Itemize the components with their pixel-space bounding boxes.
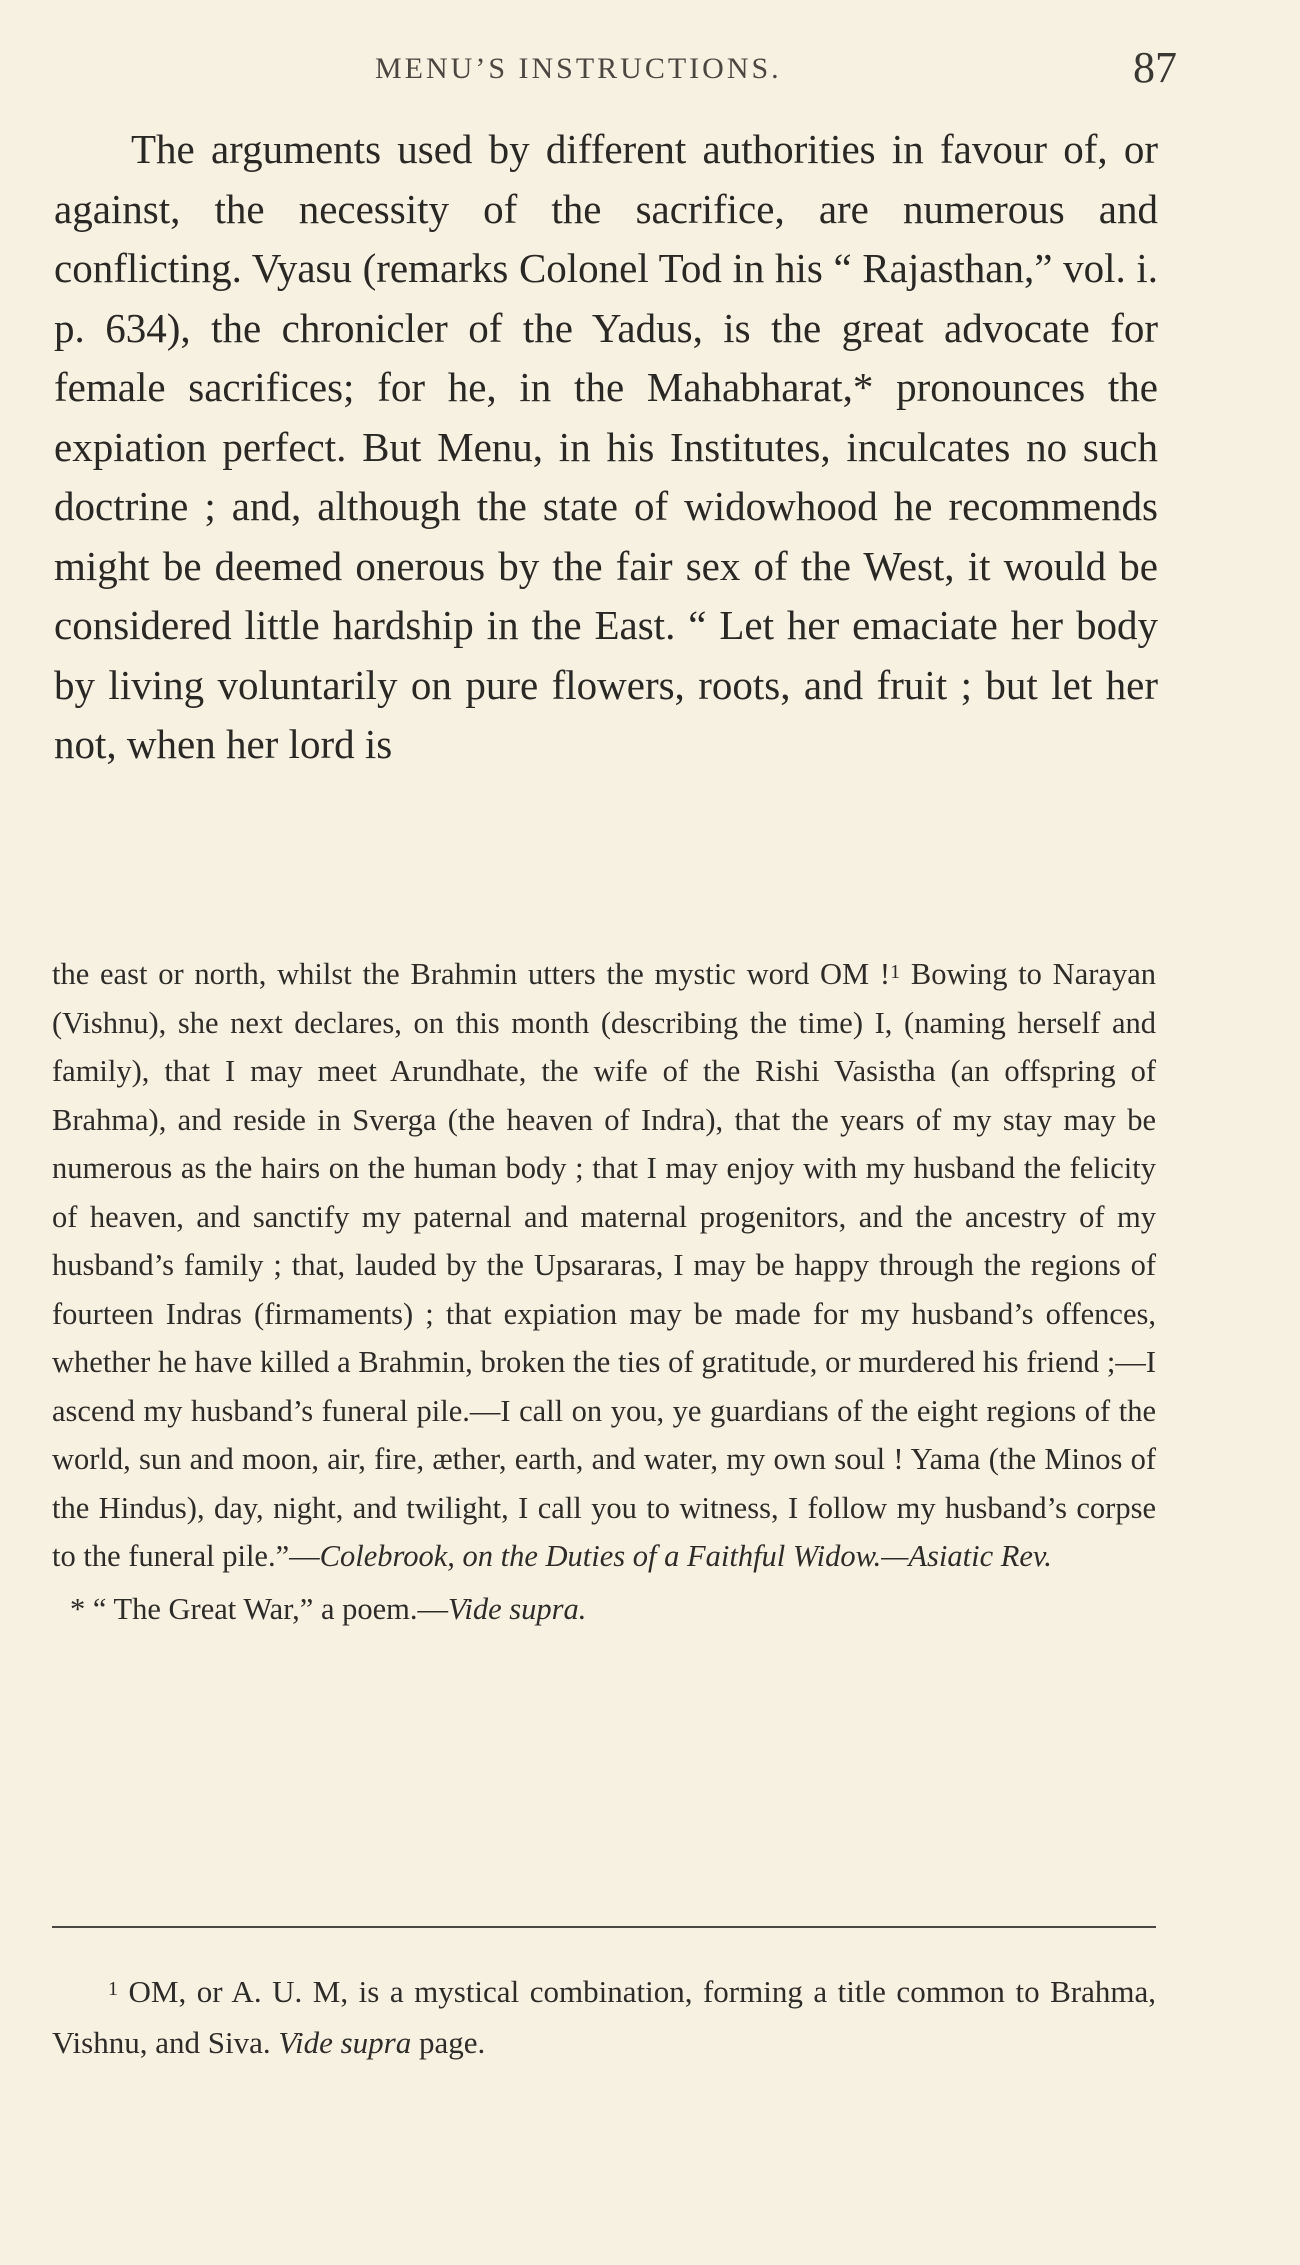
footnote-citation: Vide supra: [278, 2025, 412, 2060]
footnote-text-end: page.: [411, 2025, 486, 2060]
star-note-text: * “ The Great War,” a poem.—: [70, 1591, 448, 1626]
footnote-paragraph: [52, 1966, 1156, 2068]
note-text-after-ref: Bowing to Narayan (Vishnu), she next declares, on this month (describing the time) I, (naming herself and family), that I may meet Arundhate, the wife of the Rishi Vasistha (an offspring of Brahma), and reside in Sverga (the heaven of Indra), that the years of my stay may be numerous as the hairs on the human body ; that I may enjoy with my husband the felicity of heaven, and sanctify my paternal and maternal progenitors, and the ancestry of my husband’s family ; that, lauded by the Upsararas, I may be happy through the regions of fourteen Indras (firmaments) ; that expiation may be made for my husband’s offences, whether he have killed a Brahmin, broken the ties of gratitude, or murdered his friend ;—I ascend my husband’s funeral pile.—I call on you, ye guardians of the eight regions of the world, sun and moon, air, fire, æther, earth, and water, my own soul ! Yama (the Minos of the Hindus), day, night, and twilight, I call you to witness, I follow my husband’s corpse to the funeral pile.”—: [52, 957, 1156, 1573]
footnote: [52, 1966, 1156, 2068]
page-number: 87: [1133, 43, 1177, 92]
footnote-divider: [52, 1926, 1156, 1928]
main-paragraph: The arguments used by different authorities in favour of, or against, the necessity of the sacrifice, are numerous and conflicting. Vyasu (remarks Colonel Tod in his “ Rajasthan,” vol. i. p. 634), the chronicler of the Yadus, is the great advocate for female sacrifices; for he, in the Mahabharat,* pronounces the expiation perfect. But Menu, in his Institutes, inculcates no such doctrine ; and, although the state of widowhood he recommends might be deemed onerous by the fair sex of the West, it would be considered little hardship in the East. “ Let her emaciate her body by living voluntarily on pure flowers, roots, and fruit ; but let her not, when her lord is: [54, 126, 1158, 767]
note-block: [52, 950, 1156, 1633]
running-title: MENU’S INSTRUCTIONS.: [375, 52, 782, 85]
footnote-text: OM, or A. U. M, is a mystical combination, forming a title common to Brahma, Vishnu, and Siva.: [52, 1974, 1156, 2060]
note-citation: Colebrook, on the Duties of a Faithful Widow.—Asiatic Rev.: [319, 1539, 1052, 1573]
star-note-citation: Vide supra.: [448, 1591, 587, 1626]
star-note: [52, 1585, 1156, 1634]
note-continuation: [52, 950, 1156, 1581]
note-text-before-ref: the east or north, whilst the Brahmin utters the mystic word OM !: [52, 957, 891, 991]
footnote-ref-mark: 1: [890, 961, 901, 983]
footnote-mark: 1: [108, 1978, 118, 2000]
running-head: [0, 38, 1300, 98]
